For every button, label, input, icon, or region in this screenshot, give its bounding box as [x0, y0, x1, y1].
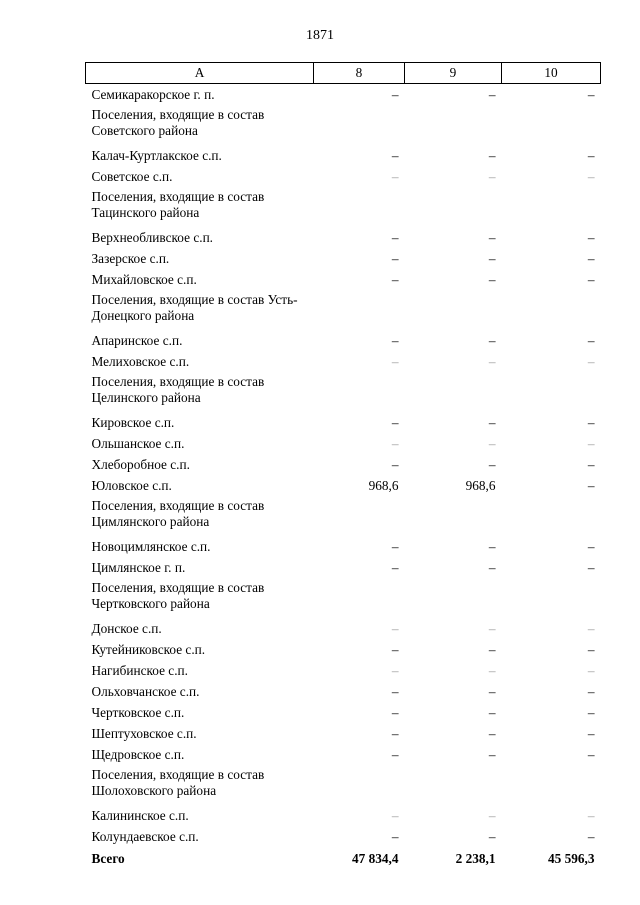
cell-8: – — [391, 436, 399, 451]
cell-9: – — [488, 457, 496, 472]
cell-9: – — [488, 621, 496, 636]
cell-8: – — [391, 415, 399, 430]
table-row — [86, 166, 601, 187]
settlement-name: Верхнеобливское с.п. — [91, 230, 214, 245]
header-col-a: А — [86, 63, 314, 84]
header-col-8: 8 — [314, 63, 405, 84]
cell-8 — [314, 578, 405, 618]
cell-8 — [314, 372, 405, 412]
table-row — [86, 84, 601, 106]
table-row — [86, 433, 601, 454]
cell-9: – — [488, 747, 496, 762]
cell-9: – — [488, 726, 496, 741]
cell-8: – — [391, 148, 399, 163]
cell-10: – — [587, 560, 595, 575]
settlement-name: Ольшанское с.п. — [91, 436, 185, 451]
cell-8: – — [391, 87, 399, 102]
cell-8 — [314, 105, 405, 145]
group-label: Поселения, входящие в состав Целинского района — [91, 374, 265, 405]
settlement-name: Чертковское с.п. — [91, 705, 185, 720]
table-row — [86, 248, 601, 269]
group-label: Поселения, входящие в состав Советского района — [91, 107, 265, 138]
cell-9: – — [488, 230, 496, 245]
table-row — [86, 269, 601, 290]
group-row — [86, 105, 601, 145]
cell-8: – — [391, 726, 399, 741]
cell-9: – — [488, 705, 496, 720]
cell-10: – — [587, 829, 595, 844]
cell-10: – — [587, 663, 595, 678]
cell-10: – — [587, 148, 595, 163]
table-row — [86, 351, 601, 372]
settlement-name: Колундаевское с.п. — [91, 829, 199, 844]
cell-9: – — [488, 436, 496, 451]
group-label: Поселения, входящие в состав Чертковского района — [91, 580, 265, 611]
cell-8 — [314, 187, 405, 227]
table-row — [86, 618, 601, 639]
settlement-name: Зазерское с.п. — [91, 251, 170, 266]
cell-8: – — [391, 230, 399, 245]
header-col-10: 10 — [502, 63, 601, 84]
cell-9 — [405, 578, 502, 618]
cell-8: – — [391, 705, 399, 720]
cell-9: – — [488, 684, 496, 699]
cell-10 — [502, 290, 601, 330]
cell-8: – — [391, 684, 399, 699]
group-row — [86, 765, 601, 805]
cell-9: – — [488, 560, 496, 575]
cell-8: – — [391, 539, 399, 554]
cell-10: – — [587, 354, 595, 369]
cell-10 — [502, 372, 601, 412]
cell-8 — [314, 290, 405, 330]
settlement-name: Хлеборобное с.п. — [91, 457, 190, 472]
cell-10: – — [587, 747, 595, 762]
table-row — [86, 145, 601, 166]
cell-8: – — [391, 169, 399, 184]
cell-10: – — [587, 230, 595, 245]
cell-10 — [502, 187, 601, 227]
table-row — [86, 536, 601, 557]
table-row — [86, 639, 601, 660]
cell-10: – — [587, 251, 595, 266]
total-label: Всего — [91, 851, 125, 866]
cell-8: – — [391, 663, 399, 678]
cell-8: – — [391, 457, 399, 472]
cell-8: – — [391, 251, 399, 266]
settlement-name: Нагибинское с.п. — [91, 663, 188, 678]
header-col-9: 9 — [405, 63, 502, 84]
settlement-name: Михайловское с.п. — [91, 272, 197, 287]
cell-9 — [405, 372, 502, 412]
table-row — [86, 723, 601, 744]
settlement-name: Цимлянское г. п. — [91, 560, 186, 575]
cell-10 — [502, 765, 601, 805]
settlement-name: Кутейниковское с.п. — [91, 642, 206, 657]
cell-10 — [502, 578, 601, 618]
cell-9: – — [488, 539, 496, 554]
table-row — [86, 826, 601, 847]
cell-10: – — [587, 415, 595, 430]
budget-table — [85, 62, 601, 873]
cell-9: – — [488, 272, 496, 287]
cell-10 — [502, 105, 601, 145]
cell-9: – — [488, 415, 496, 430]
cell-10: – — [587, 478, 595, 493]
table-row — [86, 744, 601, 765]
cell-8: – — [391, 808, 399, 823]
group-row — [86, 578, 601, 618]
total-cell-9: 2 238,1 — [455, 851, 496, 866]
table-row — [86, 805, 601, 826]
settlement-name: Шептуховское с.п. — [91, 726, 197, 741]
cell-10: – — [587, 642, 595, 657]
table-row — [86, 475, 601, 496]
total-row — [86, 847, 601, 873]
cell-8: – — [391, 642, 399, 657]
group-row — [86, 290, 601, 330]
page-number: 1871 — [306, 28, 334, 43]
group-label: Поселения, входящие в состав Шолоховского района — [91, 767, 265, 798]
cell-9: – — [488, 87, 496, 102]
settlement-name: Кировское с.п. — [91, 415, 175, 430]
cell-10: – — [587, 621, 595, 636]
settlement-name: Советское с.п. — [91, 169, 173, 184]
cell-9: 968,6 — [465, 478, 496, 493]
cell-9 — [405, 105, 502, 145]
table-row — [86, 330, 601, 351]
settlement-name: Мелиховское с.п. — [91, 354, 190, 369]
cell-8: – — [391, 829, 399, 844]
table-body — [86, 84, 601, 874]
table-row — [86, 557, 601, 578]
cell-9: – — [488, 808, 496, 823]
table-row — [86, 702, 601, 723]
table-row — [86, 454, 601, 475]
total-cell-10: 45 596,3 — [547, 851, 595, 866]
cell-10 — [502, 496, 601, 536]
cell-8: – — [391, 333, 399, 348]
cell-9 — [405, 765, 502, 805]
cell-10: – — [587, 808, 595, 823]
settlement-name: Юловское с.п. — [91, 478, 172, 493]
cell-10: – — [587, 436, 595, 451]
settlement-name: Калач-Куртлакское с.п. — [91, 148, 222, 163]
cell-10: – — [587, 169, 595, 184]
table-row — [86, 412, 601, 433]
cell-9: – — [488, 251, 496, 266]
group-label: Поселения, входящие в состав Тацинского района — [91, 189, 265, 220]
table-header — [86, 63, 601, 84]
settlement-name: Семикаракорское г. п. — [91, 87, 215, 102]
total-cell-8: 47 834,4 — [351, 851, 399, 866]
table-row — [86, 227, 601, 248]
cell-8: – — [391, 272, 399, 287]
cell-9 — [405, 496, 502, 536]
cell-10: – — [587, 87, 595, 102]
cell-8: – — [391, 747, 399, 762]
cell-10: – — [587, 684, 595, 699]
settlement-name: Новоцимлянское с.п. — [91, 539, 211, 554]
settlement-name: Щедровское с.п. — [91, 747, 185, 762]
cell-8: – — [391, 354, 399, 369]
cell-9: – — [488, 829, 496, 844]
cell-8 — [314, 765, 405, 805]
table-row — [86, 660, 601, 681]
cell-9: – — [488, 333, 496, 348]
cell-9: – — [488, 663, 496, 678]
cell-8: – — [391, 621, 399, 636]
table-row — [86, 681, 601, 702]
cell-8: – — [391, 560, 399, 575]
cell-10: – — [587, 457, 595, 472]
cell-9 — [405, 187, 502, 227]
group-row — [86, 372, 601, 412]
cell-9: – — [488, 148, 496, 163]
group-row — [86, 496, 601, 536]
cell-9: – — [488, 354, 496, 369]
settlement-name: Апаринское с.п. — [91, 333, 183, 348]
settlement-name: Ольховчанское с.п. — [91, 684, 200, 699]
cell-10: – — [587, 705, 595, 720]
settlement-name: Донское с.п. — [91, 621, 162, 636]
cell-9 — [405, 290, 502, 330]
cell-8 — [314, 496, 405, 536]
group-label: Поселения, входящие в состав Усть-Донецкого района — [91, 292, 298, 323]
cell-10: – — [587, 726, 595, 741]
cell-8: 968,6 — [368, 478, 399, 493]
cell-10: – — [587, 333, 595, 348]
cell-9: – — [488, 169, 496, 184]
settlement-name: Калининское с.п. — [91, 808, 189, 823]
group-row — [86, 187, 601, 227]
group-label: Поселения, входящие в состав Цимлянского района — [91, 498, 265, 529]
cell-10: – — [587, 539, 595, 554]
cell-9: – — [488, 642, 496, 657]
cell-10: – — [587, 272, 595, 287]
